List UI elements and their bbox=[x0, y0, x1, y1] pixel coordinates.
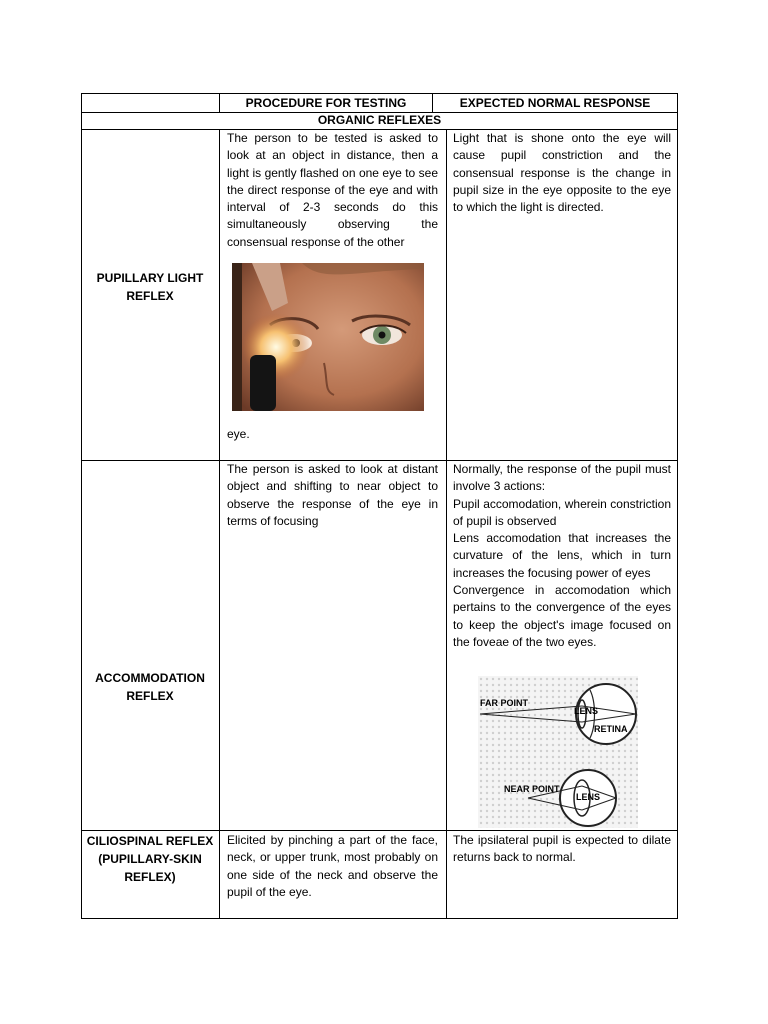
response-intro: Normally, the response of the pupil must involve 3 actions: bbox=[453, 462, 671, 494]
table-border-left bbox=[81, 93, 82, 919]
response-item: Lens accomodation that increases the curvature of the lens, which in turn increases the focusing power of eyes bbox=[453, 531, 671, 580]
accommodation-diagram bbox=[478, 676, 638, 828]
header-expected-response: EXPECTED NORMAL RESPONSE bbox=[459, 96, 651, 110]
procedure-text: Elicited by pinching a part of the face, neck, or upper trunk, most probably on one side of the neck and observe the pupil of the eye. bbox=[227, 833, 438, 899]
lens-label: LENS bbox=[576, 792, 601, 802]
far-point-label: FAR POINT bbox=[480, 698, 529, 708]
response-item: Pupil accomodation, wherein constriction of pupil is observed bbox=[453, 496, 671, 528]
reflex-name: PUPILLARY LIGHT REFLEX bbox=[96, 271, 204, 303]
procedure-text-end: eye. bbox=[227, 427, 250, 441]
procedure-text: The person is asked to look at distant object and shifting to near object to observe the response of the eye in terms of focusing bbox=[227, 462, 438, 528]
response-list bbox=[453, 461, 671, 651]
header-procedure: PROCEDURE FOR TESTING bbox=[245, 96, 407, 110]
response-item: Convergence in accomodation which pertains to the convergence of the eyes to keep the object's image focused on the foveae of the two eyes. bbox=[453, 583, 671, 649]
lens-label: LENS bbox=[574, 706, 599, 716]
eye-examination-photo bbox=[232, 263, 424, 411]
reflex-name: CILIOSPINAL REFLEX (PUPILLARY-SKIN REFLEX) bbox=[86, 834, 214, 884]
section-title: ORGANIC REFLEXES bbox=[317, 113, 442, 127]
table-divider bbox=[446, 129, 447, 919]
response-text: Light that is shone onto the eye will cause pupil constriction and the consensual response is the change in pupil size in the eye opposite to the eye to which the light is directed. bbox=[453, 131, 671, 215]
near-point-label: NEAR POINT bbox=[504, 784, 560, 794]
table-border-top bbox=[81, 93, 678, 94]
table-border-right bbox=[677, 93, 678, 919]
table-border-bottom bbox=[81, 918, 678, 919]
response-text: The ipsilateral pupil is expected to dilate returns back to normal. bbox=[453, 833, 671, 865]
reflex-name: ACCOMMODATION REFLEX bbox=[95, 671, 205, 703]
retina-label: RETINA bbox=[594, 724, 628, 734]
table-divider bbox=[219, 129, 220, 919]
table-divider bbox=[81, 830, 678, 831]
procedure-text: The person to be tested is asked to look at an object in distance, then a light is gently flashed on one eye to see the direct response of the eye and with interval of 2-3 seconds do this simultaneously observing the consensual response of the other bbox=[227, 131, 438, 249]
